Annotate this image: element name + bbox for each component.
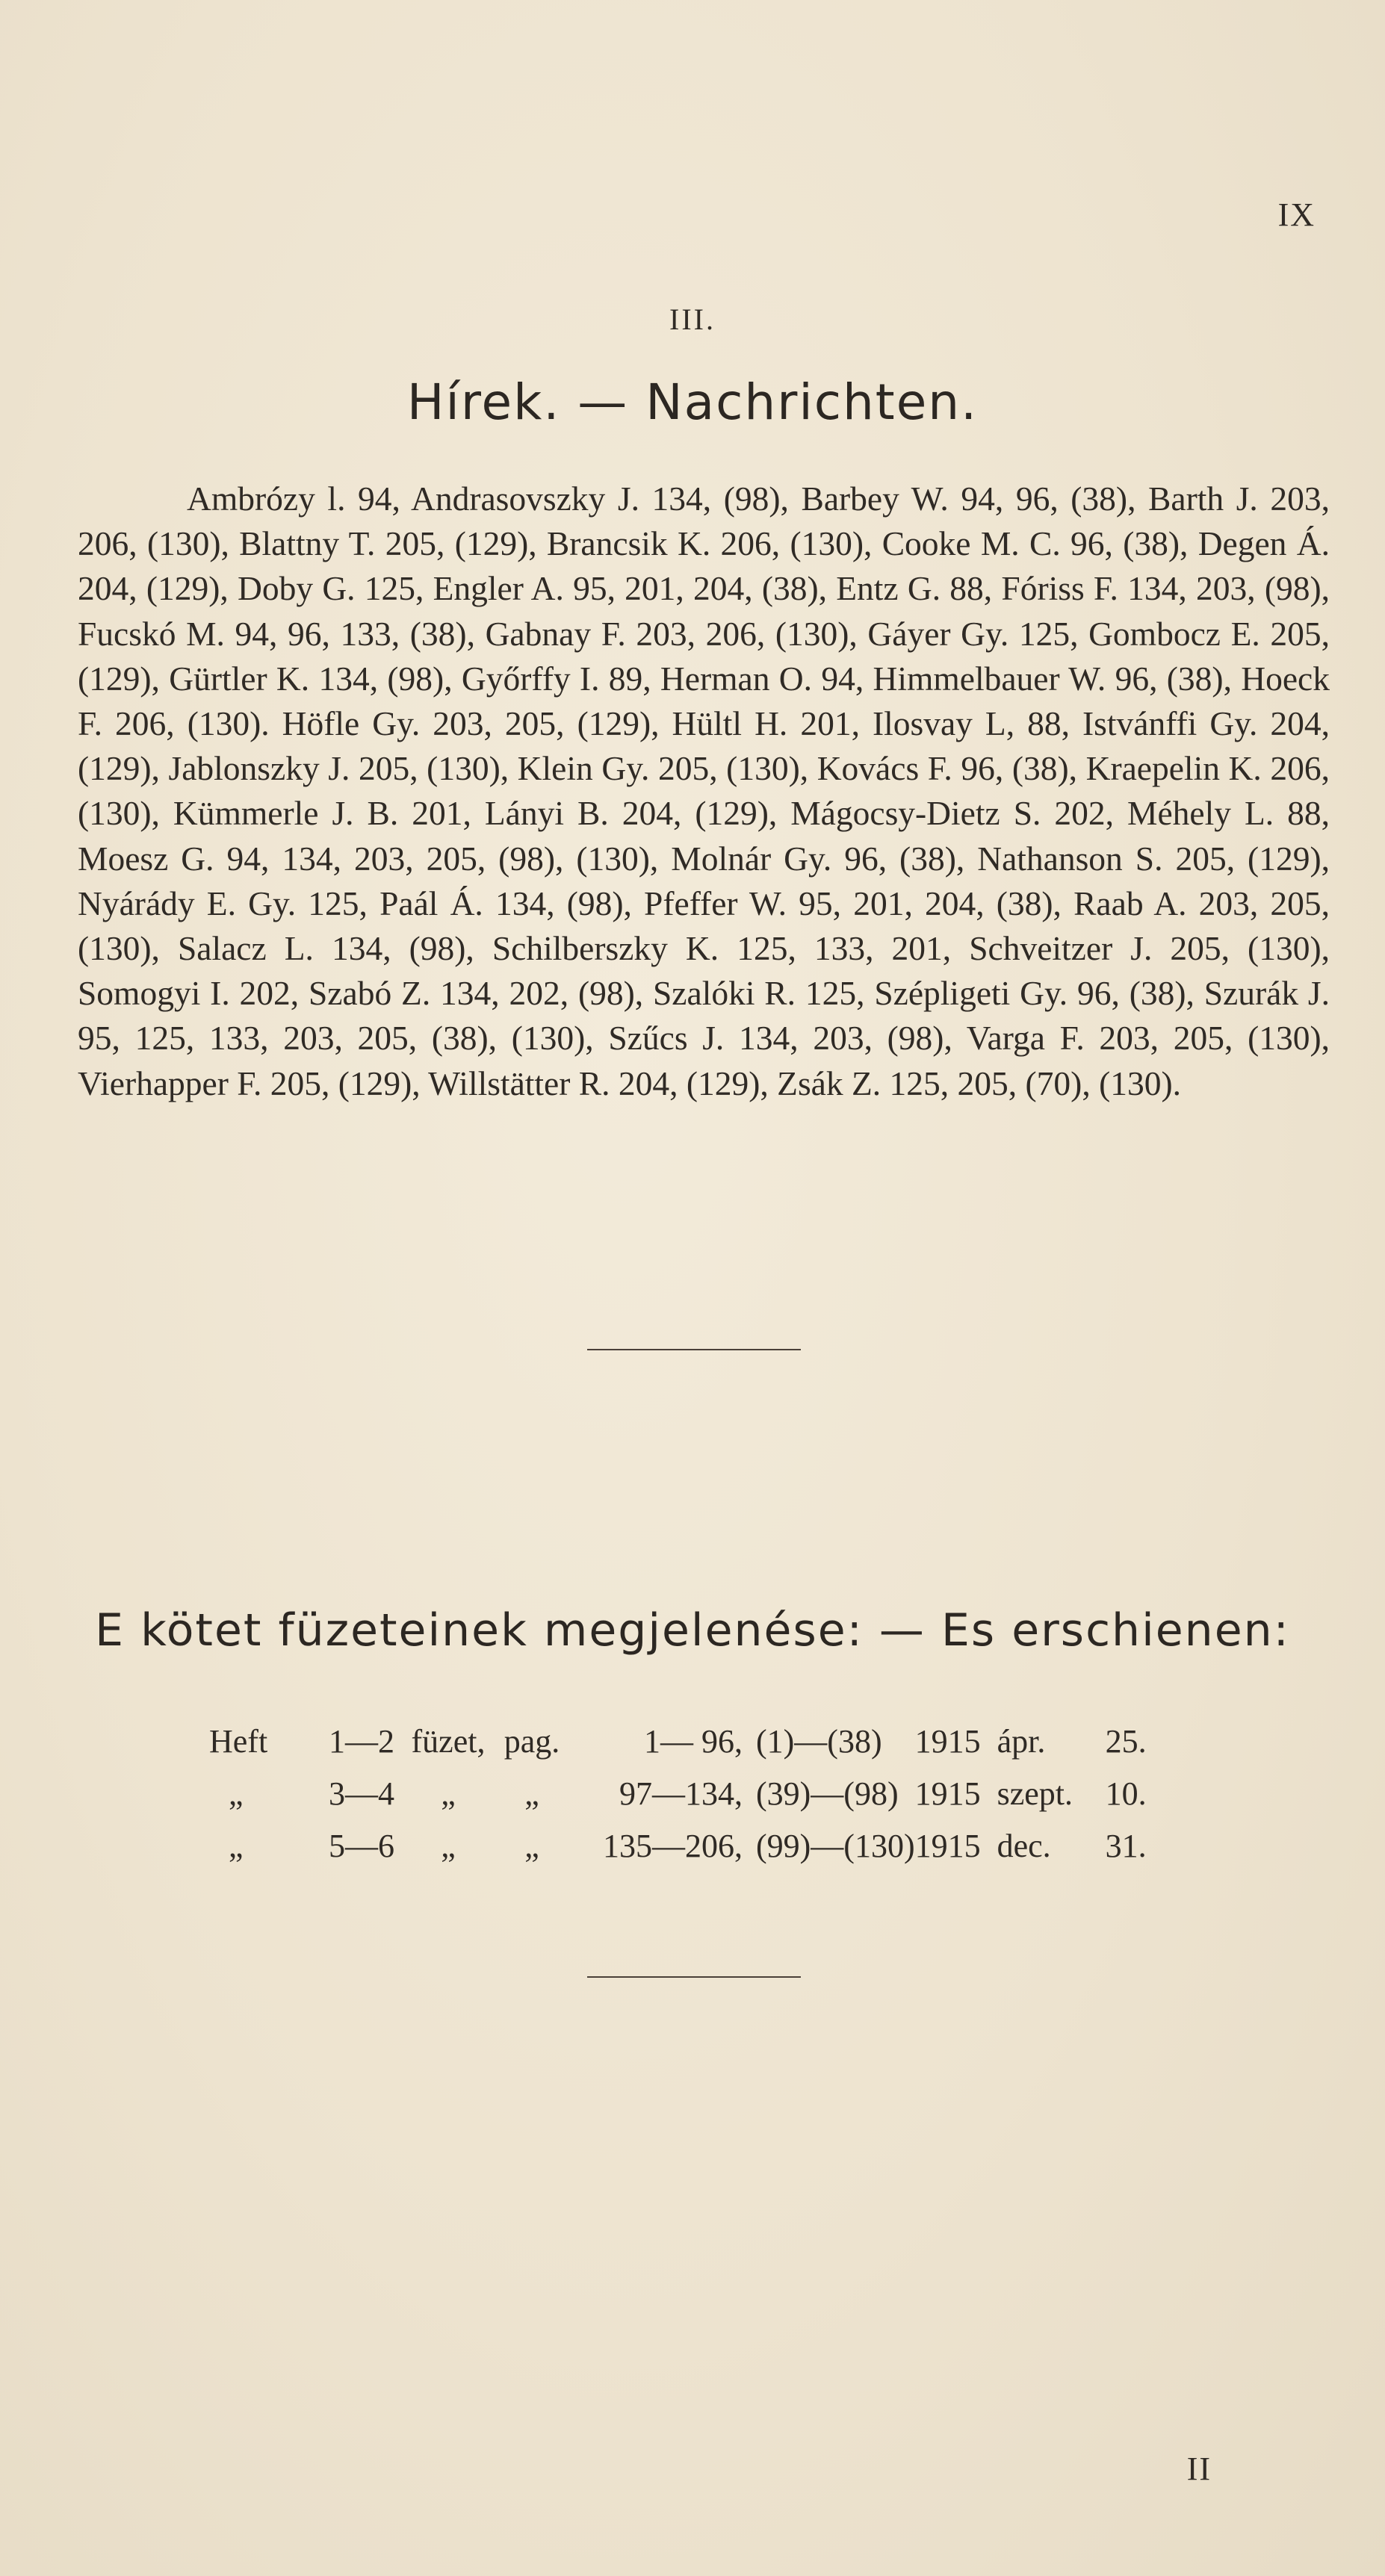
page-range-cell: 1— 96, [644,1722,743,1760]
supplement-range-cell: (1)—(38) [756,1722,882,1760]
page-range-cell: 97—134, [619,1775,743,1812]
day-cell: 25. [1105,1722,1147,1760]
day-cell: 31. [1105,1827,1147,1864]
section-title: Hírek. — Nachrichten. [406,373,979,431]
publication-dates-table [209,1715,1147,1872]
heft-cell: „ [229,1775,244,1812]
section-number: III. [669,302,716,336]
publication-dates-title: E kötet füzeteinek megjelenése: — Es erschienen: [95,1604,1290,1657]
day-cell: 10. [1105,1775,1147,1812]
year-cell: 1915 [914,1827,981,1864]
issue-range-cell: 1—2 [329,1722,394,1760]
supplement-range-cell: (39)—(98) [756,1775,899,1812]
issue-range-cell: 5—6 [329,1827,394,1864]
pag-cell: „ [524,1827,539,1864]
month-cell: dec. [997,1827,1051,1864]
table-row [209,1715,1147,1767]
pag-cell: „ [524,1775,539,1812]
year-cell: 1915 [914,1722,981,1760]
fuzet-cell: „ [441,1775,456,1812]
month-cell: ápr. [997,1722,1046,1760]
separator-rule [587,1976,801,1978]
pag-cell: pag. [504,1722,560,1760]
page-range-cell: 135—206, [603,1827,743,1864]
heft-cell: Heft [209,1722,268,1760]
fuzet-cell: „ [441,1827,456,1864]
name-index-paragraph: Ambrózy l. 94, Andrasovszky J. 134, (98), Barbey W. 94, 96, (38), Barth J. 203, 206, (130), Blattny T. 205, (129), Brancsik K. 206, (130), Cooke M. C. 96, (38), Degen Á. 204, (129), Doby G. 125, Engler A. 95, 201, 204, (38), Entz G. 88, Fóriss F. 134, 203, (98), Fucskó M. 94, 96, 133, (38), Gabnay F. 203, 206, (130), Gáyer Gy. 125, Gombocz E. 205, (129), Gürtler K. 134, (98), Győrffy I. 89, Herman O. 94, Himmelbauer W. 96, (38), Hoeck F. 206, (130). Höfle Gy. 203, 205, (129), Hültl H. 201, Ilosvay L, 88, Istvánffi Gy. 204, (129), Jablonszky J. 205, (130), Klein Gy. 205, (130), Kovács F. 96, (38), Kraepelin K. 206, (130), Kümmerle J. B. 201, Lányi B. 204, (129), Mágocsy-Dietz S. 202, Méhely L. 88, Moesz G. 94, 134, 203, 205, (98), (130), Molnár Gy. 96, (38), Nathanson S. 205, (129), Nyárády E. Gy. 125, Paál Á. 134, (98), Pfeffer W. 95, 201, 204, (38), Raab A. 203, 205, (130), Salacz L. 134, (98), Schilberszky K. 125, 133, 201, Schveitzer J. 205, (130), Somogyi I. 202, Szabó Z. 134, 202, (98), Szalóki R. 125, Szépligeti Gy. 96, (38), Szurák J. 95, 125, 133, 203, 205, (38), (130), Szűcs J. 134, 203, (98), Varga F. 203, 205, (130), Vierhapper F. 205, (129), Willstätter R. 204, (129), Zsák Z. 125, 205, (70), (130). [78,479,1330,1102]
page-number: IX [1277,196,1316,233]
month-cell: szept. [997,1775,1073,1812]
issue-range-cell: 3—4 [329,1775,394,1812]
table-row [209,1767,1147,1819]
table-row [209,1819,1147,1872]
signature-mark: II [1186,2451,1212,2487]
year-cell: 1915 [914,1775,981,1812]
supplement-range-cell: (99)—(130) [756,1827,915,1864]
heft-cell: „ [229,1827,244,1864]
fuzet-cell: füzet, [411,1722,486,1760]
separator-rule [587,1349,801,1350]
